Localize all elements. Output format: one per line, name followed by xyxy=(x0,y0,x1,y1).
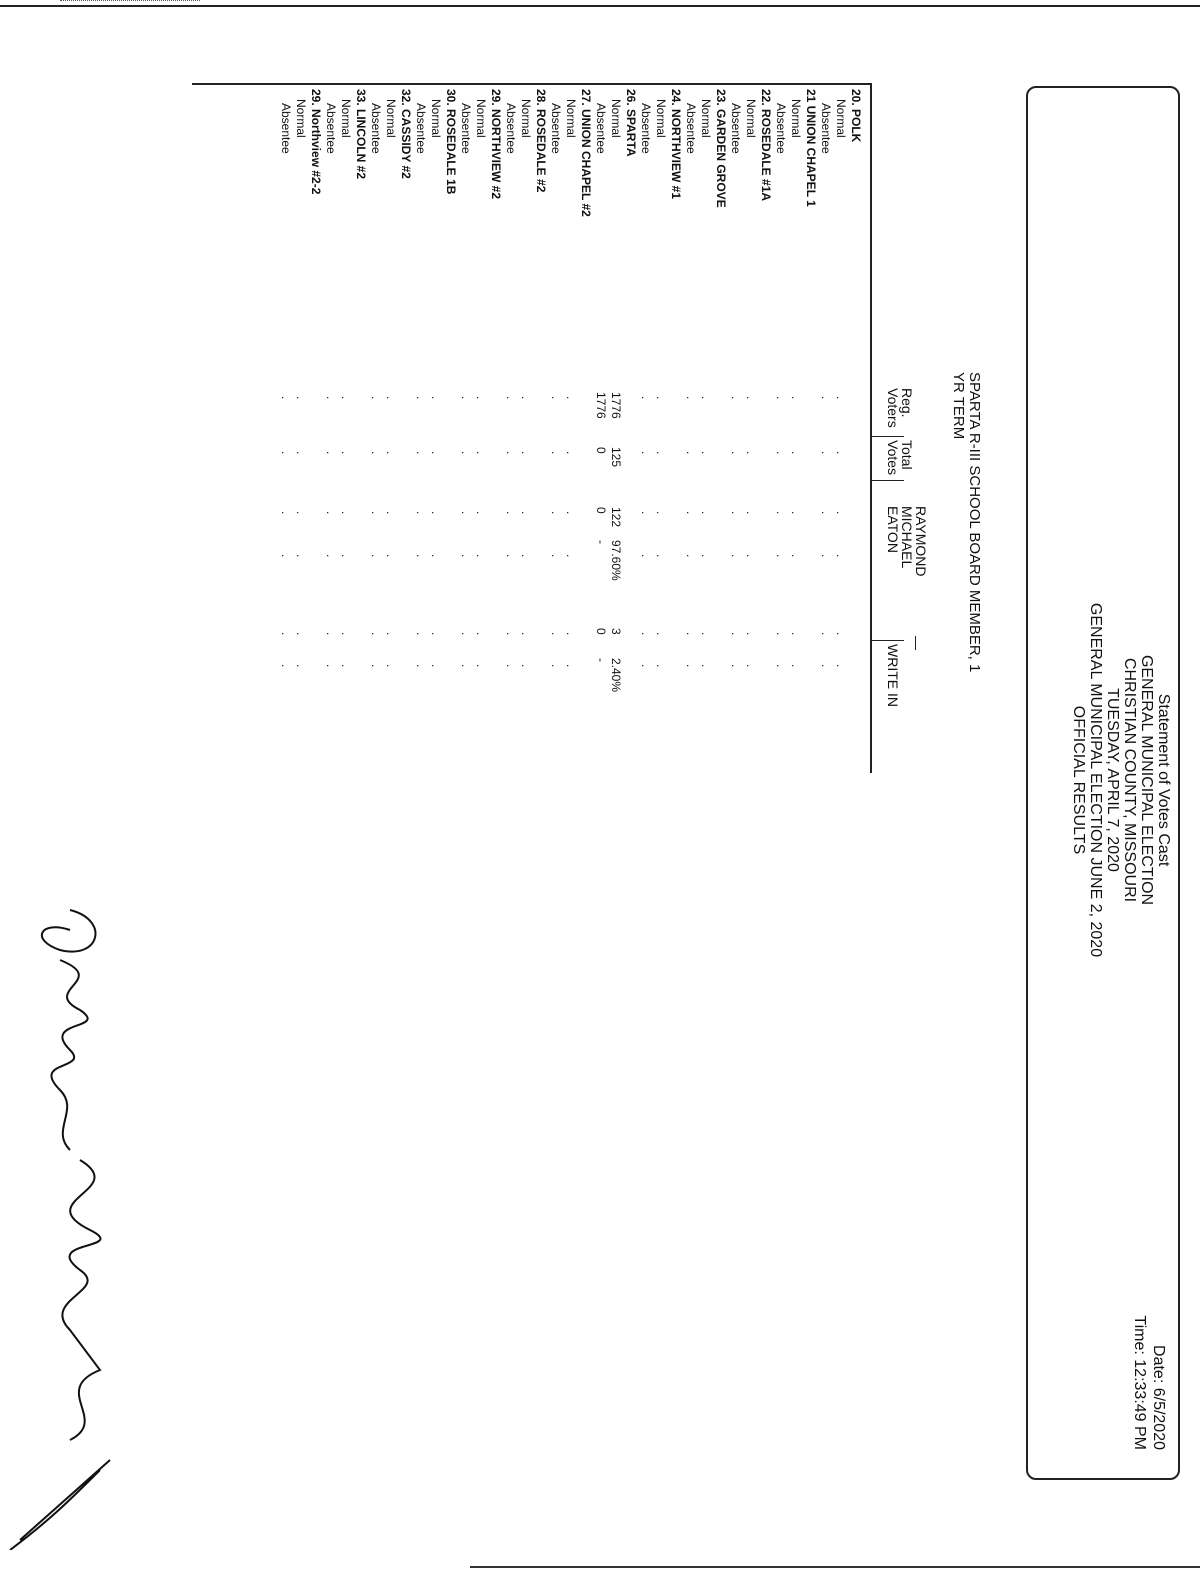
header-separator xyxy=(872,480,904,481)
empty-cell-dot: . xyxy=(294,554,308,558)
title-line: CHRISTIAN COUNTY, MISSOURI xyxy=(1121,657,1138,903)
empty-cell-dot: . xyxy=(429,396,443,400)
vote-type-label: Absentee xyxy=(594,103,608,154)
precinct-name: 20. POLK xyxy=(849,89,863,143)
empty-cell-dot: . xyxy=(699,554,713,558)
empty-cell-dot: . xyxy=(639,632,653,636)
empty-cell-dot: . xyxy=(369,554,383,558)
precinct-name: 32. CASSIDY #2 xyxy=(399,89,413,179)
empty-cell-dot: . xyxy=(279,664,293,668)
empty-cell-dot: . xyxy=(324,554,338,558)
empty-cell-dot: . xyxy=(429,632,443,636)
vote-type-label: Absentee xyxy=(819,103,833,154)
vote-type-label: Absentee xyxy=(279,103,293,154)
header-separator xyxy=(872,640,904,641)
vote-type-label: Absentee xyxy=(504,103,518,154)
empty-cell-dot: . xyxy=(654,554,668,558)
cell-total: 125 xyxy=(609,447,623,468)
empty-cell-dot: . xyxy=(834,554,848,558)
vote-type-label: Normal xyxy=(474,99,488,138)
signature-3 xyxy=(10,1460,110,1550)
empty-cell-dot: . xyxy=(654,664,668,668)
cell-write-in-pct: - xyxy=(594,658,608,662)
empty-cell-dot: . xyxy=(414,554,428,558)
col-header-reg-voters: Reg. Voters xyxy=(885,388,915,428)
empty-cell-dot: . xyxy=(684,632,698,636)
empty-cell-dot: . xyxy=(549,511,563,515)
empty-cell-dot: . xyxy=(549,664,563,668)
empty-cell-dot: . xyxy=(384,554,398,558)
cell-write-in: 0 xyxy=(594,628,608,635)
title-line: GENERAL MUNICIPAL ELECTION JUNE 2, 2020 xyxy=(1087,602,1104,958)
empty-cell-dot: . xyxy=(279,511,293,515)
empty-cell-dot: . xyxy=(684,511,698,515)
vote-type-label: Absentee xyxy=(684,103,698,154)
cell-eaton-pct: 97.60% xyxy=(609,540,623,581)
empty-cell-dot: . xyxy=(339,632,353,636)
cell-eaton-pct: - xyxy=(594,540,608,544)
empty-cell-dot: . xyxy=(339,664,353,668)
empty-cell-dot: . xyxy=(654,396,668,400)
cell-write-in-pct: 2.40% xyxy=(609,658,623,693)
empty-cell-dot: . xyxy=(834,396,848,400)
empty-cell-dot: . xyxy=(474,554,488,558)
empty-cell-dot: . xyxy=(369,511,383,515)
empty-cell-dot: . xyxy=(684,451,698,455)
empty-cell-dot: . xyxy=(414,664,428,668)
empty-cell-dot: . xyxy=(384,664,398,668)
empty-cell-dot: . xyxy=(414,451,428,455)
empty-cell-dot: . xyxy=(729,396,743,400)
empty-cell-dot: . xyxy=(744,632,758,636)
report-date: Date: 6/5/2020 xyxy=(1150,1345,1167,1450)
empty-cell-dot: . xyxy=(834,664,848,668)
vote-type-label: Absentee xyxy=(459,103,473,154)
empty-cell-dot: . xyxy=(369,396,383,400)
empty-cell-dot: . xyxy=(564,632,578,636)
empty-cell-dot: . xyxy=(384,632,398,636)
empty-cell-dot: . xyxy=(654,451,668,455)
empty-cell-dot: . xyxy=(789,554,803,558)
empty-cell-dot: . xyxy=(519,511,533,515)
vote-type-label: Normal xyxy=(789,99,803,138)
empty-cell-dot: . xyxy=(699,511,713,515)
cell-eaton: 0 xyxy=(594,507,608,514)
precinct-name: 30. ROSEDALE 1B xyxy=(444,89,458,195)
empty-cell-dot: . xyxy=(369,664,383,668)
col-header-candidate: RAYMOND MICHAEL EATON xyxy=(885,506,929,577)
empty-cell-dot: . xyxy=(729,554,743,558)
empty-cell-dot: . xyxy=(684,396,698,400)
empty-cell-dot: . xyxy=(639,554,653,558)
empty-cell-dot: . xyxy=(294,511,308,515)
empty-cell-dot: . xyxy=(564,396,578,400)
empty-cell-dot: . xyxy=(459,511,473,515)
empty-cell-dot: . xyxy=(819,664,833,668)
empty-cell-dot: . xyxy=(279,554,293,558)
empty-cell-dot: . xyxy=(429,451,443,455)
empty-cell-dot: . xyxy=(504,554,518,558)
empty-cell-dot: . xyxy=(774,664,788,668)
vote-type-label: Normal xyxy=(384,99,398,138)
empty-cell-dot: . xyxy=(369,451,383,455)
contest-title-line: YR TERM xyxy=(950,372,967,440)
empty-cell-dot: . xyxy=(474,396,488,400)
vote-type-label: Normal xyxy=(744,99,758,138)
cell-eaton: 122 xyxy=(609,507,623,528)
empty-cell-dot: . xyxy=(789,664,803,668)
vote-type-label: Absentee xyxy=(729,103,743,154)
empty-cell-dot: . xyxy=(519,451,533,455)
vote-type-label: Absentee xyxy=(639,103,653,154)
empty-cell-dot: . xyxy=(504,451,518,455)
empty-cell-dot: . xyxy=(639,511,653,515)
empty-cell-dot: . xyxy=(279,451,293,455)
contest-title xyxy=(950,372,982,672)
empty-cell-dot: . xyxy=(504,632,518,636)
empty-cell-dot: . xyxy=(774,511,788,515)
vote-type-label: Normal xyxy=(654,99,668,138)
empty-cell-dot: . xyxy=(729,451,743,455)
empty-cell-dot: . xyxy=(549,632,563,636)
empty-cell-dot: . xyxy=(699,664,713,668)
signature-2 xyxy=(62,1160,100,1440)
empty-cell-dot: . xyxy=(519,396,533,400)
vote-type-label: Normal xyxy=(699,99,713,138)
precinct-list xyxy=(278,89,863,217)
precinct-name: 33. LINCOLN #2 xyxy=(354,89,368,180)
empty-cell-dot: . xyxy=(654,632,668,636)
col-header-total-votes: Total Votes xyxy=(885,440,915,476)
vote-type-label: Normal xyxy=(834,99,848,138)
report-time: Time: 12:33:49 PM xyxy=(1131,1315,1148,1450)
empty-cell-dot: . xyxy=(654,511,668,515)
precinct-name: 23. GARDEN GROVE xyxy=(714,89,728,208)
empty-cell-dot: . xyxy=(294,451,308,455)
empty-cell-dot: . xyxy=(504,511,518,515)
vote-type-label: Normal xyxy=(609,99,623,138)
empty-cell-dot: . xyxy=(684,554,698,558)
empty-cell-dot: . xyxy=(774,632,788,636)
precinct-name: 29. Northview #2-2 xyxy=(309,89,323,195)
empty-cell-dot: . xyxy=(414,632,428,636)
cell-reg: 1776 xyxy=(609,392,623,419)
empty-cell-dot: . xyxy=(429,554,443,558)
empty-cell-dot: . xyxy=(414,511,428,515)
empty-cell-dot: . xyxy=(729,664,743,668)
header-separator xyxy=(872,436,904,437)
empty-cell-dot: . xyxy=(474,511,488,515)
empty-cell-dot: . xyxy=(699,396,713,400)
empty-cell-dot: . xyxy=(699,451,713,455)
empty-cell-dot: . xyxy=(459,396,473,400)
empty-cell-dot: . xyxy=(639,451,653,455)
empty-cell-dot: . xyxy=(789,632,803,636)
empty-cell-dot: . xyxy=(339,554,353,558)
empty-cell-dot: . xyxy=(774,396,788,400)
empty-cell-dot: . xyxy=(834,451,848,455)
report-title xyxy=(1070,520,1172,1040)
table-left-rule xyxy=(192,83,872,85)
empty-cell-dot: . xyxy=(729,511,743,515)
empty-cell-dot: . xyxy=(549,554,563,558)
empty-cell-dot: . xyxy=(639,664,653,668)
empty-cell-dot: . xyxy=(384,511,398,515)
empty-cell-dot: . xyxy=(474,451,488,455)
empty-cell-dot: . xyxy=(504,396,518,400)
empty-cell-dot: . xyxy=(339,451,353,455)
empty-cell-dot: . xyxy=(744,554,758,558)
empty-cell-dot: . xyxy=(429,664,443,668)
col-header-write-in: WRITE IN xyxy=(885,644,901,707)
empty-cell-dot: . xyxy=(474,664,488,668)
precinct-name: 21 UNION CHAPEL 1 xyxy=(804,89,818,207)
empty-cell-dot: . xyxy=(459,451,473,455)
precinct-name: 22. ROSEDALE #1A xyxy=(759,89,773,202)
precinct-name: 29. NORTHVIEW #2 xyxy=(489,89,503,200)
empty-cell-dot: . xyxy=(564,554,578,558)
vote-type-label: Absentee xyxy=(414,103,428,154)
empty-cell-dot: . xyxy=(519,632,533,636)
empty-cell-dot: . xyxy=(834,632,848,636)
empty-cell-dot: . xyxy=(324,632,338,636)
vote-type-label: Absentee xyxy=(549,103,563,154)
empty-cell-dot: . xyxy=(369,632,383,636)
empty-cell-dot: . xyxy=(819,632,833,636)
empty-cell-dot: . xyxy=(474,632,488,636)
vote-type-label: Absentee xyxy=(324,103,338,154)
title-line: TUESDAY, APRIL 7, 2020 xyxy=(1104,688,1121,872)
empty-cell-dot: . xyxy=(564,511,578,515)
empty-cell-dot: . xyxy=(294,396,308,400)
precinct-name: 24. NORTHVIEW #1 xyxy=(669,89,683,200)
empty-cell-dot: . xyxy=(819,451,833,455)
empty-cell-dot: . xyxy=(324,664,338,668)
cell-write-in: 3 xyxy=(609,628,623,635)
empty-cell-dot: . xyxy=(819,396,833,400)
empty-cell-dot: . xyxy=(819,511,833,515)
empty-cell-dot: . xyxy=(789,396,803,400)
report-datetime xyxy=(1130,1280,1168,1450)
precinct-name: 28. ROSEDALE #2 xyxy=(534,89,548,193)
empty-cell-dot: . xyxy=(459,664,473,668)
vote-type-label: Absentee xyxy=(774,103,788,154)
signatures xyxy=(0,900,170,1550)
empty-cell-dot: . xyxy=(324,396,338,400)
precinct-name: 27. UNION CHAPEL #2 xyxy=(579,89,593,217)
title-line: Statement of Votes Cast xyxy=(1155,693,1172,867)
title-line: OFFICIAL RESULTS xyxy=(1070,705,1087,855)
empty-cell-dot: . xyxy=(819,554,833,558)
signature-1 xyxy=(42,910,96,1150)
empty-cell-dot: . xyxy=(834,511,848,515)
empty-cell-dot: . xyxy=(639,396,653,400)
vote-type-label: Normal xyxy=(519,99,533,138)
empty-cell-dot: . xyxy=(549,451,563,455)
empty-cell-dot: . xyxy=(459,632,473,636)
empty-cell-dot: . xyxy=(384,396,398,400)
cell-reg: 1776 xyxy=(594,392,608,419)
empty-cell-dot: . xyxy=(774,554,788,558)
vote-type-label: Absentee xyxy=(369,103,383,154)
empty-cell-dot: . xyxy=(699,632,713,636)
empty-cell-dot: . xyxy=(339,511,353,515)
empty-cell-dot: . xyxy=(789,511,803,515)
vote-type-label: Normal xyxy=(339,99,353,138)
empty-cell-dot: . xyxy=(504,664,518,668)
title-line: GENERAL MUNICIPAL ELECTION xyxy=(1138,654,1155,906)
empty-cell-dot: . xyxy=(729,632,743,636)
empty-cell-dot: . xyxy=(279,632,293,636)
vote-type-label: Normal xyxy=(564,99,578,138)
empty-cell-dot: . xyxy=(519,554,533,558)
precinct-name: 26. SPARTA xyxy=(624,89,638,157)
header-separator xyxy=(915,636,916,650)
empty-cell-dot: . xyxy=(294,664,308,668)
empty-cell-dot: . xyxy=(564,664,578,668)
vote-type-label: Normal xyxy=(294,99,308,138)
empty-cell-dot: . xyxy=(459,554,473,558)
empty-cell-dot: . xyxy=(339,396,353,400)
empty-cell-dot: . xyxy=(294,632,308,636)
vote-type-label: Normal xyxy=(429,99,443,138)
table-header-rule xyxy=(870,83,872,773)
empty-cell-dot: . xyxy=(774,451,788,455)
empty-cell-dot: . xyxy=(384,451,398,455)
empty-cell-dot: . xyxy=(744,451,758,455)
empty-cell-dot: . xyxy=(564,451,578,455)
empty-cell-dot: . xyxy=(429,511,443,515)
cell-total: 0 xyxy=(594,447,608,454)
empty-cell-dot: . xyxy=(324,451,338,455)
empty-cell-dot: . xyxy=(744,511,758,515)
empty-cell-dot: . xyxy=(789,451,803,455)
empty-cell-dot: . xyxy=(744,396,758,400)
empty-cell-dot: . xyxy=(414,396,428,400)
empty-cell-dot: . xyxy=(549,396,563,400)
empty-cell-dot: . xyxy=(744,664,758,668)
empty-cell-dot: . xyxy=(324,511,338,515)
contest-title-line: SPARTA R-III SCHOOL BOARD MEMBER, 1 xyxy=(966,372,983,673)
empty-cell-dot: . xyxy=(684,664,698,668)
empty-cell-dot: . xyxy=(279,396,293,400)
empty-cell-dot: . xyxy=(519,664,533,668)
